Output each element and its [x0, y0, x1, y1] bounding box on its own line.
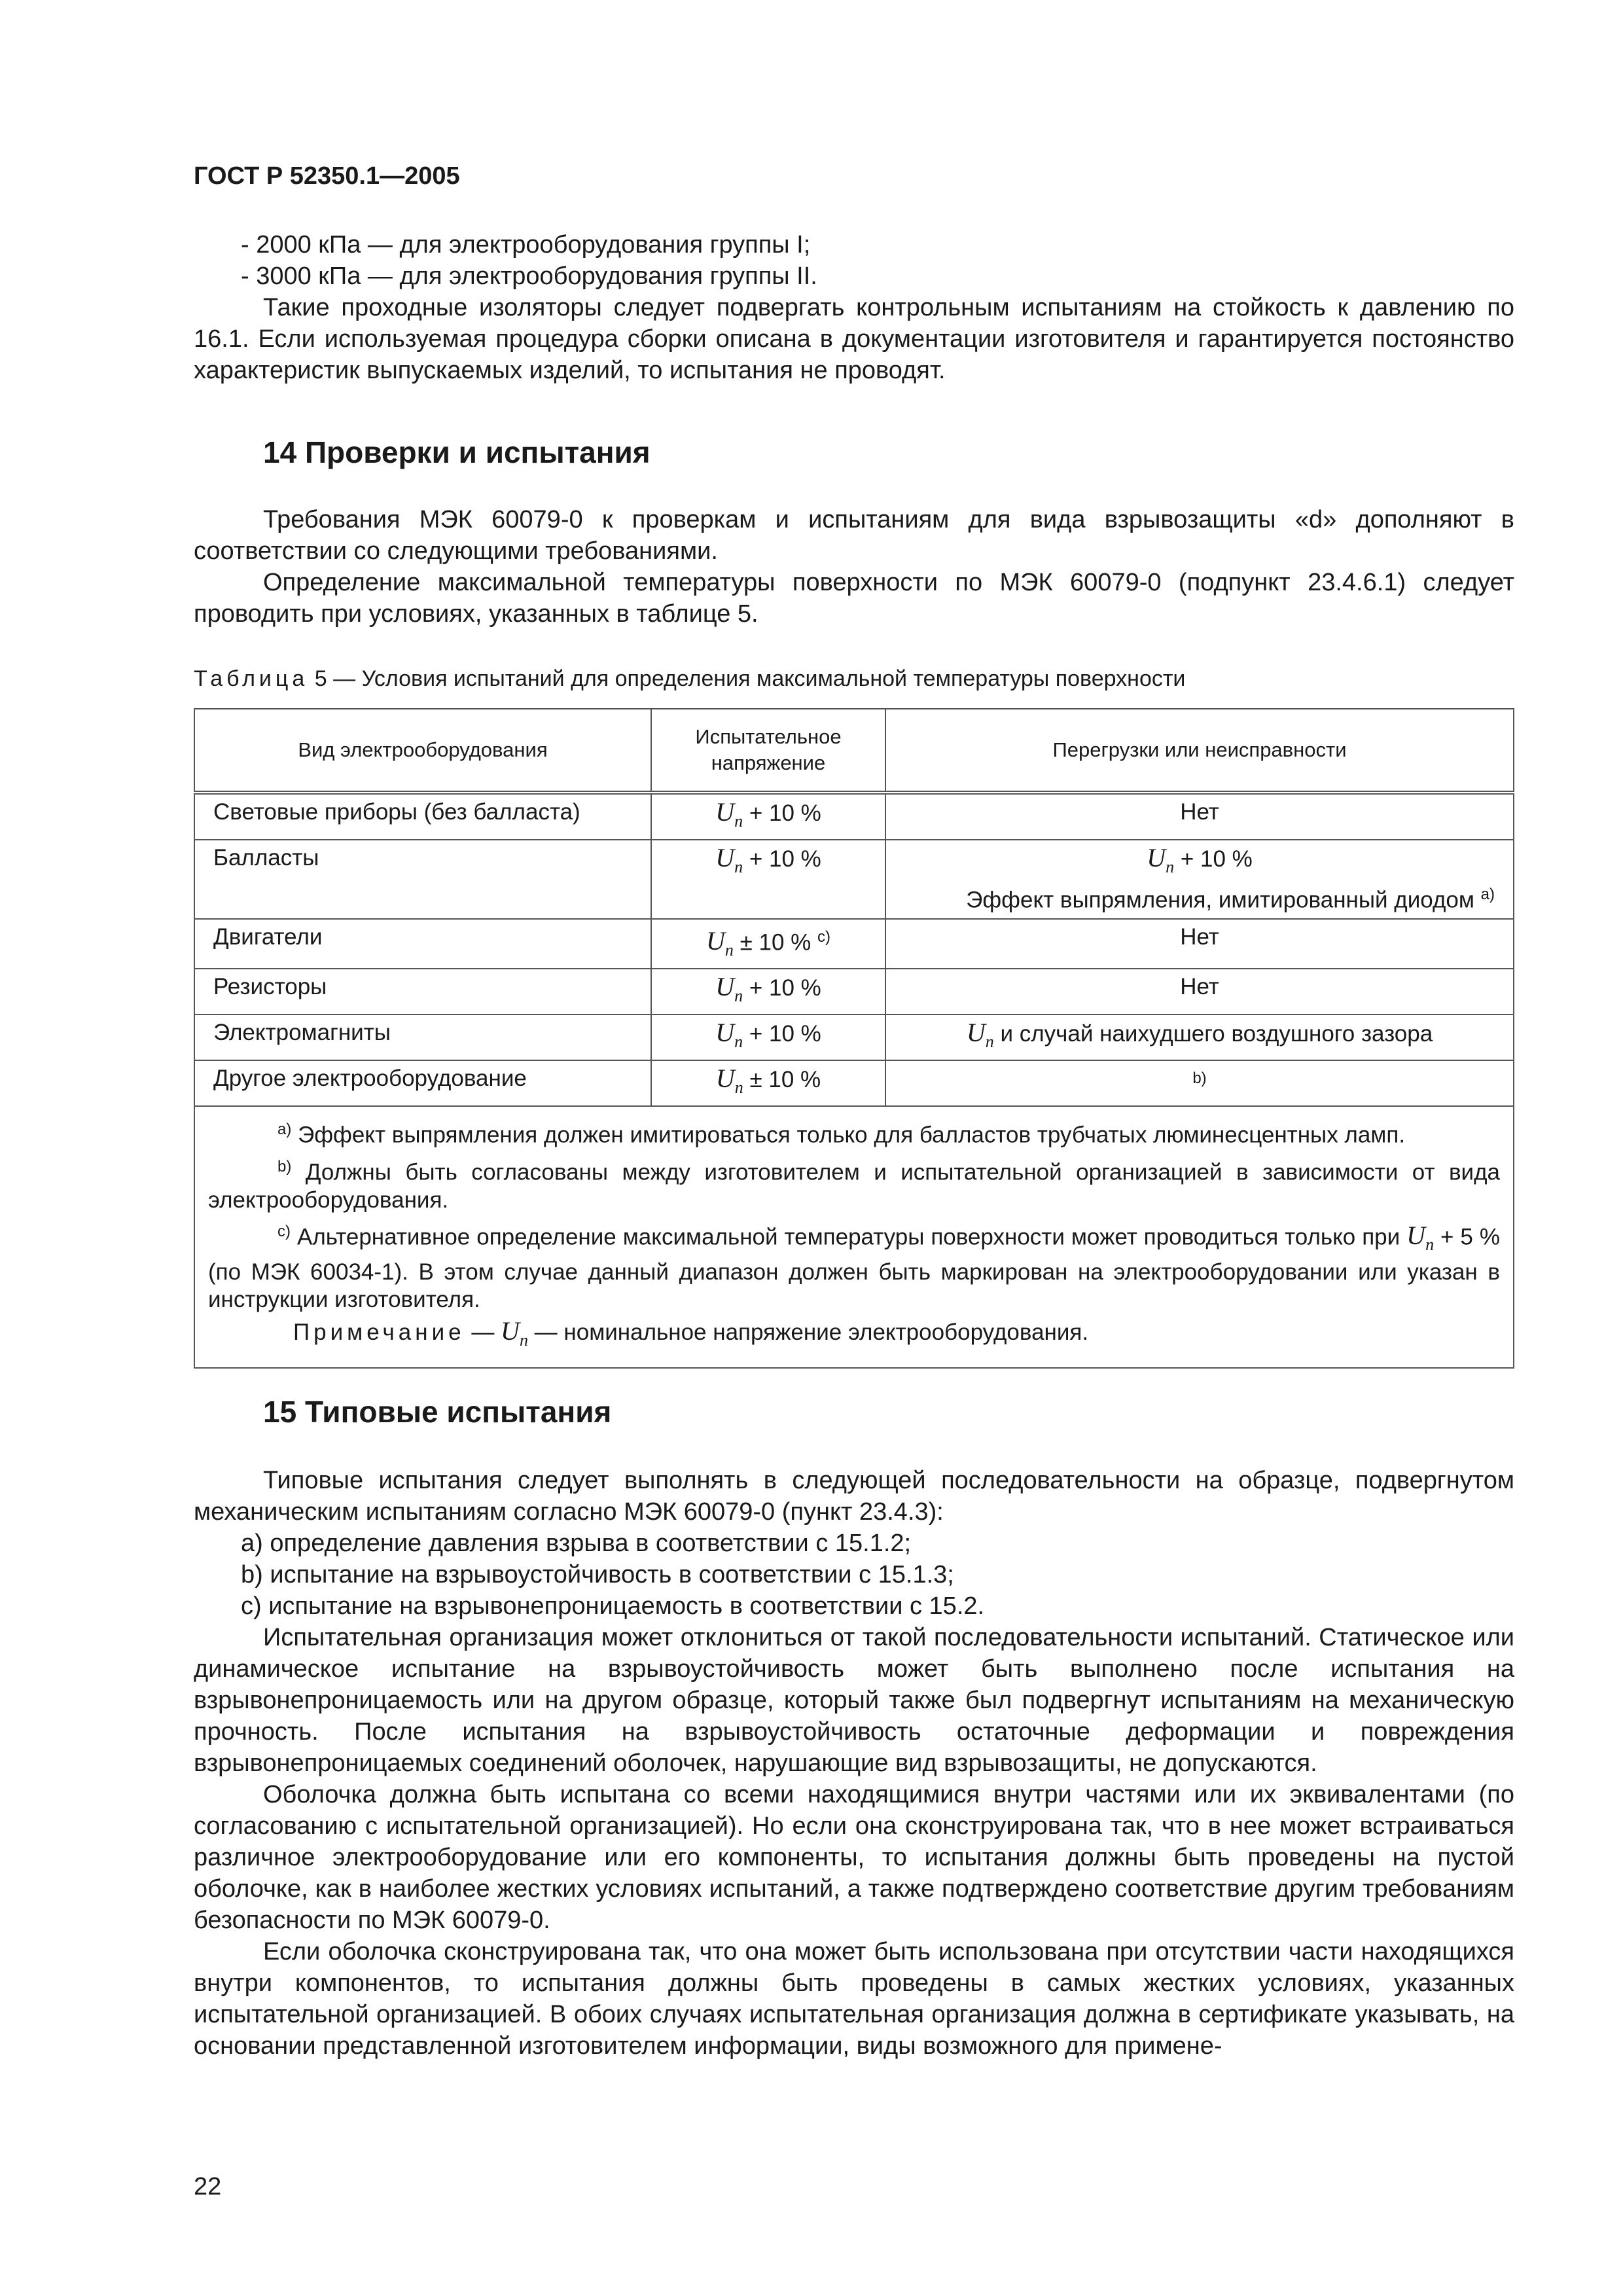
- section-15-text: [194, 1465, 1514, 2062]
- footnote-b: $^{b)}$ Должны быть согласованы между изготовителем и испытательной организацией в зависимости от вида электрооборудования.: [208, 1157, 1500, 1213]
- paragraph: Если оболочка сконструирована так, что она может быть использована при отсутствии части находящихся внутри компонентов, то испытания должны быть проведены в самых жестких условиях, указанных испытательной организацией. В обоих случаях испытательная организация должна в сертификате указывать, на основании представленной изготовителем информации, виды возможного для примене-: [194, 1938, 1514, 2060]
- table-row: [194, 969, 1514, 1014]
- table-row: [194, 1014, 1514, 1060]
- table-row: [194, 919, 1514, 969]
- list-item: - 3000 кПа — для электрооборудования группы II.: [241, 262, 817, 290]
- cell-fault: $U_n$ и случай наихудшего воздушного зазора: [885, 1014, 1514, 1060]
- paragraph: Типовые испытания следует выполнять в следующей последовательности на образце, подвергнутом механическим испытаниям согласно МЭК 60079-0 (пункт 23.4.3):: [194, 1467, 1514, 1526]
- cell-equipment: Балласты: [194, 840, 651, 919]
- section-15-title: 15 Типовые испытания: [263, 1395, 612, 1429]
- cell-fault: Нет: [885, 919, 1514, 969]
- cell-voltage: $U_n + 10$ %: [651, 1014, 885, 1060]
- cell-equipment: Электромагниты: [194, 1014, 651, 1060]
- table-5: [194, 708, 1514, 1369]
- cell-fault: $U_n + 10$ % Эффект выпрямления, имитированный диодом $^{a)}$: [885, 840, 1514, 919]
- list-item: c) испытание на взрывонепроницаемость в соответствии с 15.2.: [241, 1592, 985, 1620]
- cell-voltage: $U_n \pm 10$ %: [651, 1060, 885, 1106]
- table-header-row: [194, 709, 1514, 793]
- cell-fault: Нет: [885, 793, 1514, 840]
- cell-equipment: Резисторы: [194, 969, 651, 1014]
- section-14-text: [194, 504, 1514, 630]
- table-footnotes: [194, 1106, 1514, 1368]
- table-caption-text: 5 — Условия испытаний для определения максимальной температуры поверхности: [314, 666, 1186, 691]
- footnote-c: $^{c)}$ Альтернативное определение максимальной температуры поверхности может проводиться только при $U_n + 5$ % (по МЭК 60034-1). В этом случае данный диапазон должен быть маркирован на электрооборудовании или указан в инструкции изготовителя.: [208, 1221, 1500, 1313]
- cell-voltage: $U_n \pm 10$ % $^{c)}$: [651, 919, 885, 969]
- table-caption: [194, 666, 1185, 692]
- list-item: b) испытание на взрывоустойчивость в соответствии с 15.1.3;: [241, 1561, 954, 1588]
- document-code: ГОСТ Р 52350.1—2005: [194, 162, 460, 190]
- list-item: a) определение давления взрыва в соответствии с 15.1.2;: [241, 1530, 912, 1557]
- header-equipment: Вид электрооборудования: [194, 709, 651, 793]
- footnote-a: $^{a)}$ Эффект выпрямления должен имитироваться только для балластов трубчатых люминесцентных ламп.: [277, 1121, 1406, 1148]
- paragraph: Испытательная организация может отклониться от такой последовательности испытаний. Статическое или динамическое испытание на взрывоустойчивость может быть выполнено после испытания на взрывонепроницаемость или на другом образце, который также был подвергнут испытаниям на механическую прочность. После испытания на взрывоустойчивость остаточные деформации и повреждения взрывонепроницаемых соединений оболочек, нарушающие вид взрывозащиты, не допускаются.: [194, 1624, 1514, 1777]
- table-footnotes-row: [194, 1106, 1514, 1368]
- cell-voltage: $U_n + 10$ %: [651, 969, 885, 1014]
- table-row: [194, 793, 1514, 840]
- section-14-title: 14 Проверки и испытания: [263, 435, 651, 469]
- cell-equipment: Двигатели: [194, 919, 651, 969]
- cell-fault: b): [885, 1060, 1514, 1106]
- table-note: Примечание — $U_n$ — номинальное напряжение электрооборудования.: [293, 1316, 1089, 1350]
- cell-voltage: $U_n + 10$ %: [651, 793, 885, 840]
- list-item: - 2000 кПа — для электрооборудования группы I;: [241, 231, 811, 259]
- page-number: 22: [194, 2173, 222, 2200]
- paragraph: Определение максимальной температуры поверхности по МЭК 60079-0 (подпункт 23.4.6.1) следует проводить при условиях, указанных в таблице 5.: [194, 569, 1514, 628]
- table-row: [194, 1060, 1514, 1106]
- header-voltage: Испытательное напряжение: [651, 709, 885, 793]
- table-row: [194, 840, 1514, 919]
- cell-voltage: $U_n + 10$ %: [651, 840, 885, 919]
- cell-equipment: Световые приборы (без балласта): [194, 793, 651, 840]
- header-fault: Перегрузки или неисправности: [885, 709, 1514, 793]
- paragraph: Такие проходные изоляторы следует подвергать контрольным испытаниям на стойкость к давлению по 16.1. Если используемая процедура сборки описана в документации изготовителя и гарантируется постоянство характеристик выпускаемых изделий, то испытания не проводят.: [194, 294, 1514, 384]
- paragraph: Оболочка должна быть испытана со всеми находящимися внутри частями или их эквивалентами (по согласованию с испытательной организацией). Но если она сконструирована так, что в нее может встраиваться различное электрооборудование или его компоненты, то испытания должны быть проведены на пустой оболочке, как в наиболее жестких условиях испытаний, а также подтверждено соответствие другим требованиям безопасности по МЭК 60079-0.: [194, 1781, 1514, 1934]
- cell-equipment: Другое электрооборудование: [194, 1060, 651, 1106]
- table-caption-label: Таблица: [194, 666, 309, 691]
- paragraph: Требования МЭК 60079-0 к проверкам и испытаниям для вида взрывозащиты «d» дополняют в соответствии со следующими требованиями.: [194, 506, 1514, 565]
- intro-block: [194, 229, 1514, 386]
- cell-fault: Нет: [885, 969, 1514, 1014]
